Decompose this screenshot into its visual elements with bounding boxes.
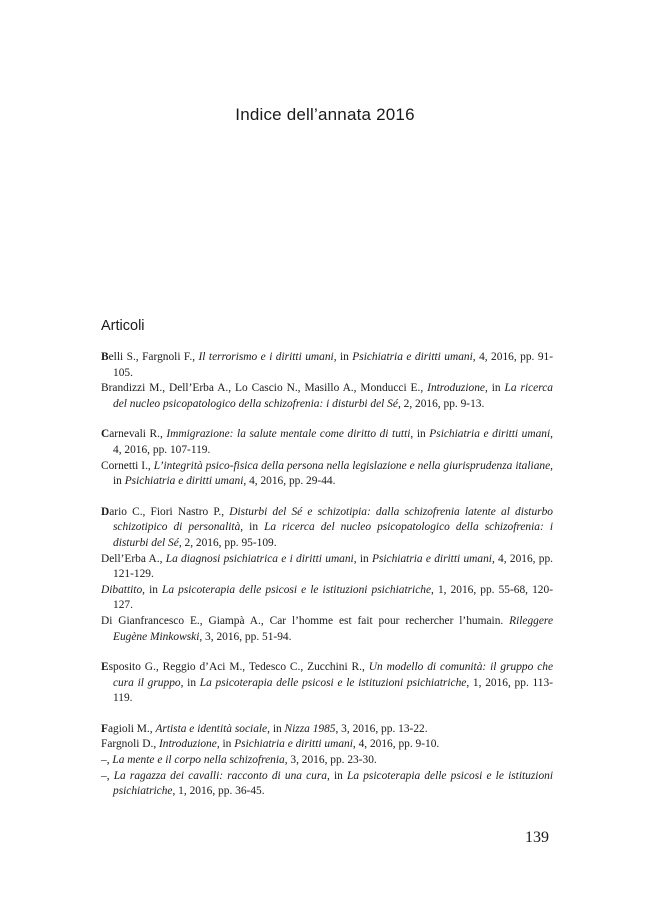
index-entry: Fagioli M., Artista e identità sociale, in Nizza 1985, 3, 2016, pp. 13-22. [101,722,428,735]
page-title: Indice dell’annata 2016 [235,105,415,124]
index-entry: Dell’Erba A., La diagnosi psichiatrica e i diritti umani, in Psichiatria e diritti umani, 4, 2016, pp. 121-129. [101,552,554,581]
index-entry: Dario C., Fiori Nastro P., Disturbi del Sé e schizotipia: dalla schizofrenia latente al disturbo schizotipico di personalità, in La ricerca del nucleo psicopatologico della schizofrenia: i disturbi del Sé, 2, 2016, pp. 95-109. [101,505,553,549]
index-entry: Fargnoli D., Introduzione, in Psichiatria e diritti umani, 4, 2016, pp. 9-10. [101,738,440,751]
index-entry: Belli S., Fargnoli F., Il terrorismo e i diritti umani, in Psichiatria e diritti umani, 4, 2016, pp. 91-105. [101,351,554,379]
index-entry: Dibattito, in La psicoterapia delle psicosi e le istituzioni psichiatriche, 1, 2016, pp. 55-68, 120-127. [101,583,553,612]
section-heading: Articoli [101,318,145,334]
index-entry: Di Gianfrancesco E., Giampà A., Car l’homme est fait pour rechercher l’humain. Rileggere Eugène Minkowski, 3, 2016, pp. 51-94. [101,614,553,643]
article-index-list [101,350,553,800]
index-entry: Cornetti I., L’integrità psico-fisica della persona nella legislazione e nella giurisprudenza italiane, in Psichiatria e diritti umani, 4, 2016, pp. 29-44. [101,459,554,488]
page-number: 139 [525,829,549,846]
index-entry: –, La ragazza dei cavalli: racconto di una cura, in La psicoterapia delle psicosi e le istituzioni psichiatriche, 1, 2016, pp. 36-45. [101,769,554,798]
index-entry: –, La mente e il corpo nella schizofrenia, 3, 2016, pp. 23-30. [101,754,377,767]
index-entry: Brandizzi M., Dell’Erba A., Lo Cascio N., Masillo A., Monducci E., Introduzione, in La ricerca del nucleo psicopatologico della schizofrenia: i disturbi del Sé, 2, 2016, pp. 9-13. [101,382,553,410]
index-entry: Esposito G., Reggio d’Aci M., Tedesco C., Zucchini R., Un modello di comunità: il gruppo che cura il gruppo, in La psicoterapia delle psicosi e le istituzioni psichiatriche, 1, 2016, pp. 113-119. [101,661,554,705]
index-entry: Carnevali R., Immigrazione: la salute mentale come diritto di tutti, in Psichiatria e diritti umani, 4, 2016, pp. 107-119. [101,428,554,456]
